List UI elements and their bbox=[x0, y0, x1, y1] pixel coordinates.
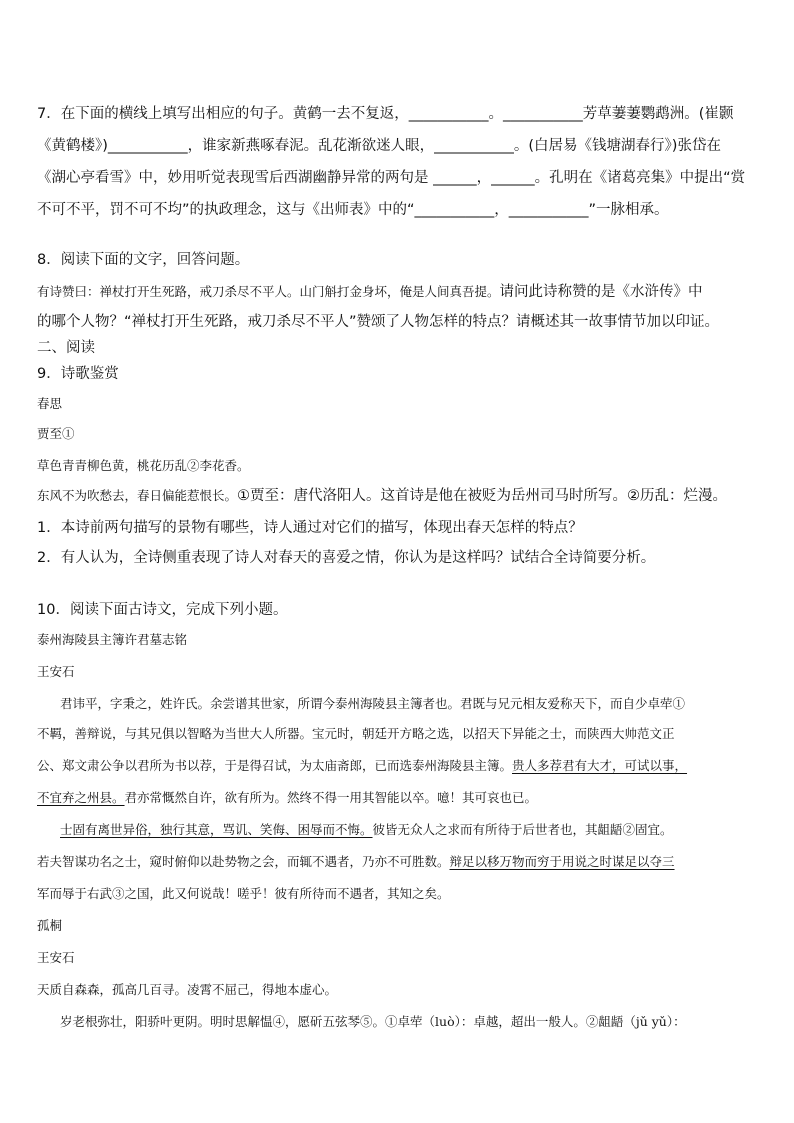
q10-p2-line-2 bbox=[37, 852, 675, 872]
q10-poem2-title: 孤桐 bbox=[37, 918, 63, 933]
q10-poem2-author: 王安石 bbox=[37, 950, 75, 965]
q8-line-2: 的哪个人物？“禅杖打开生死路，戒刀杀尽不平人”赞颂了人物怎样的特点？请概述其一故事情节加以印证。 bbox=[37, 314, 720, 330]
q10-p2-line-3: 军而辱于右武③之国，此又何说哉！嗟乎！彼有所待而不遇者，其知之矣。 bbox=[37, 886, 450, 901]
q9-verse-2: 东风不为吹愁去，春日偏能惹恨长。 bbox=[37, 488, 238, 503]
q10-underlined-sentence-1: 贵人多荐君有大才，可试以事， bbox=[512, 758, 688, 773]
q9-subquestion-1: 1．本诗前两句描写的景物有哪些，诗人通过对它们的描写，体现出春天怎样的特点？ bbox=[37, 520, 583, 536]
q10-poem2-note: ①卓荦（luò）：卓越，超出一般人。②龃龉（jǔ yǔ）： bbox=[385, 1014, 686, 1029]
q10-p1-line-4-plain: 君亦常慨然自许，欲有所为。然终不得一用其智能以卒。噫！其可哀也已。 bbox=[124, 790, 538, 805]
q10-poem2-line-2: 岁老根弥壮，阳骄叶更阴。明时思解愠④，愿斫五弦琴⑤。 bbox=[60, 1014, 386, 1029]
q8-poem: 有诗赞曰：禅杖打开生死路，戒刀杀尽不平人。山门斛打金身坏，俺是人间真吾提。 bbox=[37, 284, 500, 299]
q10-poem2-line-1: 天质自森森，孤高几百寻。凌霄不屈己，得地本虚心。 bbox=[37, 982, 338, 997]
section-heading: 二、阅读 bbox=[37, 340, 95, 356]
q8-title: 8．阅读下面的文字，回答问题。 bbox=[37, 252, 250, 268]
q9-poem-title: 春思 bbox=[37, 396, 63, 411]
q10-underlined-sentence-2: 士固有离世异俗，独行其意，骂讥、笑侮、困辱而不悔。 bbox=[60, 822, 373, 837]
q10-author: 王安石 bbox=[37, 664, 75, 679]
q9-verse-1: 草色青青柳色黄，桃花历乱②李花香。 bbox=[37, 458, 250, 473]
q8-line-1 bbox=[37, 282, 703, 302]
q10-p1-line-2: 不羁，善辩说，与其兄俱以智略为当世大人所器。宝元时，朝廷开方略之选，以招天下异能之士，而陕西大帅范文正 bbox=[37, 726, 675, 741]
q8-question: 请问此诗称赞的是《水浒传》中 bbox=[499, 284, 703, 300]
q10-text-title: 泰州海陵县主簿许君墓志铭 bbox=[37, 632, 188, 647]
q7-line-4: 不可不平，罚不可不均”的执政理念，这与《出师表》中的“___________，___________”一脉相承。 bbox=[37, 202, 669, 218]
q9-title: 9．诗歌鉴赏 bbox=[37, 366, 119, 382]
q9-note: ①贾至：唐代洛阳人。这首诗是他在被贬为岳州司马时所写。②历乱：烂漫。 bbox=[237, 488, 728, 504]
q10-p2-line-2-plain: 若夫智谋功名之士，窥时俯仰以赴势物之会，而辄不遇者，乃亦不可胜数。 bbox=[37, 854, 450, 869]
q9-subquestion-2: 2．有人认为，全诗侧重表现了诗人对春天的喜爱之情，你认为是这样吗？试结合全诗简要分析。 bbox=[37, 550, 656, 566]
q10-underlined-sentence-3: 辩足以移万物而穷于用说之时谋足以夺三 bbox=[449, 854, 675, 869]
q10-p2-line-1 bbox=[60, 820, 673, 840]
q10-title: 10．阅读下面古诗文，完成下列小题。 bbox=[37, 602, 288, 618]
q10-p1-line-3 bbox=[37, 756, 687, 776]
q7-line-3: 《湖心亭看雪》中，妙用听觉表现雪后西湖幽静异常的两句是 ______，______。孔明在《诸葛亮集》中提出“赏 bbox=[37, 170, 746, 186]
q10-p2-line-1-plain: 彼皆无众人之求而有所待于后世者也，其龃龉②固宜。 bbox=[372, 822, 673, 837]
q10-p1-line-1: 君讳平，字秉之，姓许氏。余尝谱其世家，所谓今泰州海陵县主簿者也。君既与兄元相友爱称天下，而自少卓荦① bbox=[60, 696, 686, 711]
q10-p1-line-3-plain: 公、郑文肃公争以君所为书以荐，于是得召试，为太庙斋郎，已而选泰州海陵县主簿。 bbox=[37, 758, 513, 773]
q7-line-1: 7．在下面的横线上填写出相应的句子。黄鹤一去不复返，___________。___________芳草萋萋鹦鹉洲。(崔颢 bbox=[37, 106, 734, 122]
q10-underlined-sentence-1-end: 不宜弃之州县。 bbox=[37, 790, 125, 805]
q7-line-2: 《黄鹤楼》)___________，谁家新燕啄春泥。乱花渐欲迷人眼，___________。(白居易《钱塘湖春行》)张岱在 bbox=[37, 138, 721, 154]
q10-p1-line-4 bbox=[37, 788, 537, 808]
q10-poem2-line-2-with-note bbox=[60, 1012, 686, 1032]
q9-author: 贾至① bbox=[37, 426, 75, 441]
q9-verse-2-with-note bbox=[37, 486, 727, 506]
